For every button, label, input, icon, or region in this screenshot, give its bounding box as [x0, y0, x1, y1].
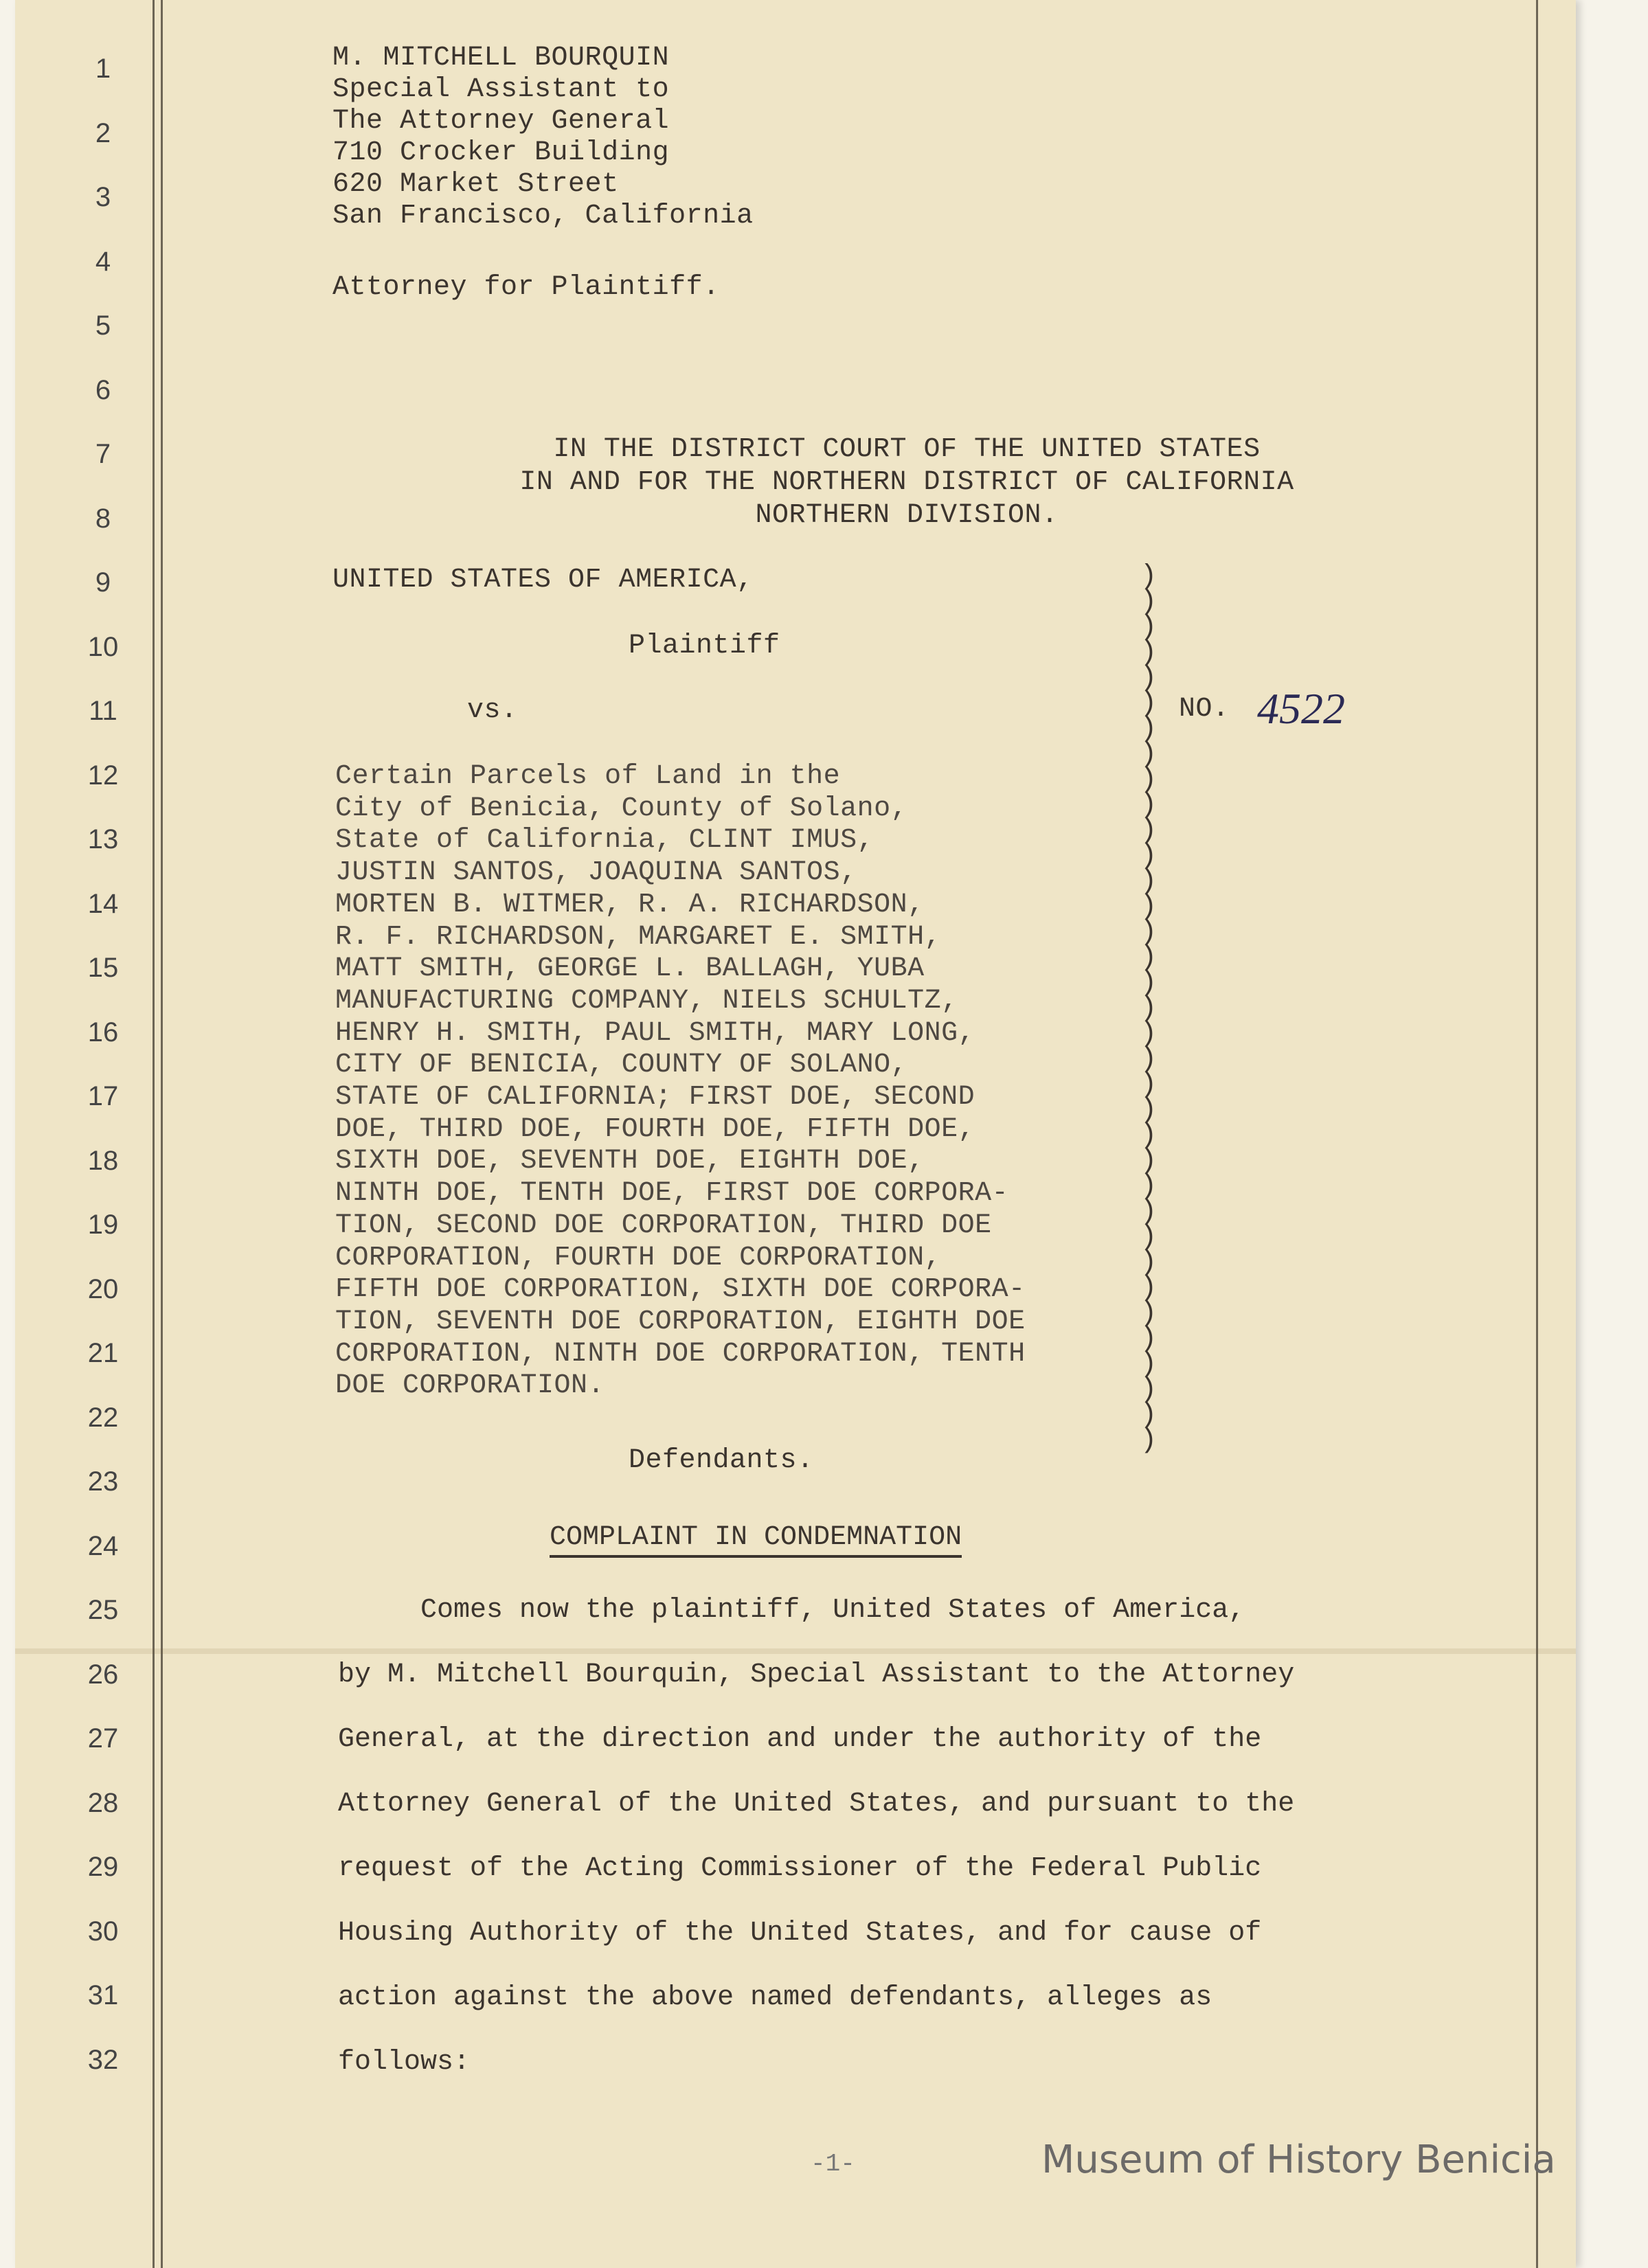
right-margin-rule: [1536, 0, 1538, 2268]
left-margin-rule: [153, 0, 155, 2268]
caption-paren: ): [1140, 1095, 1158, 1126]
attorney-line-2: Special Assistant to: [332, 74, 670, 105]
defendant-line: CORPORATION, FOURTH DOE CORPORATION,: [335, 1242, 942, 1273]
caption-paren: ): [1140, 1171, 1158, 1202]
line-number: 19: [87, 1210, 119, 1240]
caption-paren: ): [1140, 1044, 1158, 1075]
line-number: 8: [95, 503, 111, 534]
line-number: 27: [87, 1723, 119, 1754]
defendant-line: JUSTIN SANTOS, JOAQUINA SANTOS,: [335, 857, 857, 889]
attorney-line-3: The Attorney General: [332, 106, 670, 137]
line-number: 18: [87, 1145, 119, 1176]
line-number: 2: [95, 117, 111, 148]
line-number: 9: [95, 567, 111, 598]
caption-paren: ): [1140, 1120, 1158, 1151]
attorney-for: Attorney for Plaintiff.: [332, 272, 720, 303]
defendant-line: Certain Parcels of Land in the: [335, 761, 841, 792]
line-number: 31: [87, 1980, 119, 2010]
line-number: 6: [95, 374, 111, 405]
line-number: 21: [87, 1338, 119, 1368]
line-number: 28: [87, 1787, 119, 1818]
line-number: 32: [87, 2044, 119, 2075]
attorney-line-5: 620 Market Street: [332, 169, 619, 200]
caption-paren: ): [1140, 1069, 1158, 1100]
caption-paren: ): [1140, 1146, 1158, 1177]
line-number: 7: [95, 439, 111, 469]
line-number: 30: [87, 1916, 119, 1947]
caption-paren: ): [1140, 1349, 1158, 1380]
caption-paren: ): [1140, 688, 1158, 719]
body-line: Housing Authority of the United States, and for cause of: [338, 1918, 1262, 1949]
defendant-line: MANUFACTURING COMPANY, NIELS SCHULTZ,: [335, 985, 958, 1017]
line-number: 24: [87, 1530, 119, 1561]
caption-paren: ): [1140, 1374, 1158, 1405]
defendant-line: City of Benicia, County of Solano,: [335, 793, 908, 824]
defendant-line: TION, SECOND DOE CORPORATION, THIRD DOE: [335, 1210, 992, 1241]
line-number: 29: [87, 1852, 119, 1882]
defendant-line: TION, SEVENTH DOE CORPORATION, EIGHTH DOE: [335, 1306, 1026, 1337]
line-number: 10: [87, 631, 119, 662]
line-number: 25: [87, 1595, 119, 1625]
caption-paren: ): [1140, 968, 1158, 999]
defendant-line: FIFTH DOE CORPORATION, SIXTH DOE CORPORA-: [335, 1274, 1026, 1306]
caption-paren: ): [1140, 841, 1158, 872]
defendant-line: DOE, THIRD DOE, FOURTH DOE, FIFTH DOE,: [335, 1113, 975, 1145]
line-number: 15: [87, 953, 119, 983]
body-line: General, at the direction and under the authority of the: [338, 1724, 1262, 1755]
line-number: 16: [87, 1017, 119, 1047]
line-number: 11: [89, 696, 117, 726]
line-number: 12: [87, 760, 119, 791]
body-line: request of the Acting Commissioner of the Federal Public: [338, 1853, 1262, 1884]
defendant-line: HENRY H. SMITH, PAUL SMITH, MARY LONG,: [335, 1017, 975, 1049]
body-line: action against the above named defendants, alleges as: [338, 1982, 1212, 2013]
caption-paren: ): [1140, 612, 1158, 643]
body-line: by M. Mitchell Bourquin, Special Assistant to the Attorney: [338, 1659, 1295, 1690]
line-number: 5: [95, 310, 111, 341]
caption-paren: ): [1140, 1273, 1158, 1304]
defendant-line: DOE CORPORATION.: [335, 1370, 605, 1402]
defendant-line: CORPORATION, NINTH DOE CORPORATION, TENTH: [335, 1338, 1026, 1370]
complaint-title: COMPLAINT IN CONDEMNATION: [550, 1522, 962, 1558]
caption-paren: ): [1140, 1197, 1158, 1227]
caption-paren: ): [1140, 866, 1158, 897]
caption-paren: ): [1140, 917, 1158, 948]
left-margin-rule-inner: [161, 0, 163, 2268]
caption-paren: ): [1140, 714, 1158, 745]
court-heading-3: NORTHERN DIVISION.: [755, 500, 1059, 531]
defendants-label: Defendants.: [629, 1445, 814, 1476]
court-heading-2: IN AND FOR THE NORTHERN DISTRICT OF CALIFORNIA: [519, 467, 1294, 498]
line-number: 1: [95, 54, 111, 84]
plaintiff-name: UNITED STATES OF AMERICA,: [332, 565, 754, 596]
caption-paren: ): [1140, 815, 1158, 846]
caption-paren: ): [1140, 637, 1158, 668]
caption-paren: ): [1140, 1222, 1158, 1253]
defendant-line: R. F. RICHARDSON, MARGARET E. SMITH,: [335, 921, 942, 953]
caption-paren: ): [1140, 790, 1158, 821]
caption-paren: ): [1140, 1298, 1158, 1329]
plaintiff-label: Plaintiff: [629, 631, 780, 661]
caption-paren: ): [1140, 587, 1158, 617]
defendant-line: STATE OF CALIFORNIA; FIRST DOE, SECOND: [335, 1082, 975, 1113]
line-number: 14: [87, 888, 119, 919]
caption-paren: ): [1140, 1324, 1158, 1354]
body-line: Comes now the plaintiff, United States of America,: [338, 1595, 1245, 1626]
defendant-line: SIXTH DOE, SEVENTH DOE, EIGHTH DOE,: [335, 1146, 925, 1177]
court-heading-1: IN THE DISTRICT COURT OF THE UNITED STATES: [553, 434, 1261, 465]
caption-paren: ): [1140, 739, 1158, 770]
line-number: 17: [87, 1081, 119, 1111]
line-number: 20: [87, 1273, 119, 1304]
caption-paren: ): [1140, 1247, 1158, 1278]
line-number: 22: [87, 1402, 119, 1433]
case-number-handwritten: 4522: [1257, 684, 1345, 733]
body-line: follows:: [338, 2047, 471, 2078]
line-number: 4: [95, 246, 111, 277]
line-number: 13: [87, 824, 119, 854]
line-number: 3: [95, 182, 111, 212]
line-number: 26: [87, 1659, 119, 1690]
attorney-line-6: San Francisco, California: [332, 201, 754, 231]
versus: vs.: [467, 695, 518, 726]
caption-paren: ): [1140, 1400, 1158, 1431]
museum-watermark: Museum of History Benicia: [1041, 2137, 1556, 2182]
case-number-label: NO.: [1179, 694, 1230, 725]
caption-paren: ): [1140, 764, 1158, 795]
caption-paren: ): [1140, 1019, 1158, 1050]
body-line: Attorney General of the United States, and pursuant to the: [338, 1789, 1295, 1819]
defendant-line: MORTEN B. WITMER, R. A. RICHARDSON,: [335, 889, 925, 920]
caption-paren: ): [1140, 561, 1158, 592]
page-number: -1-: [811, 2150, 855, 2178]
caption-paren: ): [1140, 663, 1158, 694]
line-number: 23: [87, 1466, 119, 1497]
attorney-line-4: 710 Crocker Building: [332, 137, 670, 168]
defendant-line: State of California, CLINT IMUS,: [335, 825, 874, 857]
defendant-line: CITY OF BENICIA, COUNTY OF SOLANO,: [335, 1050, 908, 1081]
defendant-line: MATT SMITH, GEORGE L. BALLAGH, YUBA: [335, 953, 925, 985]
caption-paren: ): [1140, 993, 1158, 1024]
caption-paren: ): [1140, 892, 1158, 922]
attorney-line-1: M. MITCHELL BOURQUIN: [332, 43, 670, 73]
defendant-line: NINTH DOE, TENTH DOE, FIRST DOE CORPORA-: [335, 1178, 1009, 1210]
caption-paren: ): [1140, 1425, 1158, 1456]
caption-paren: ): [1140, 942, 1158, 973]
